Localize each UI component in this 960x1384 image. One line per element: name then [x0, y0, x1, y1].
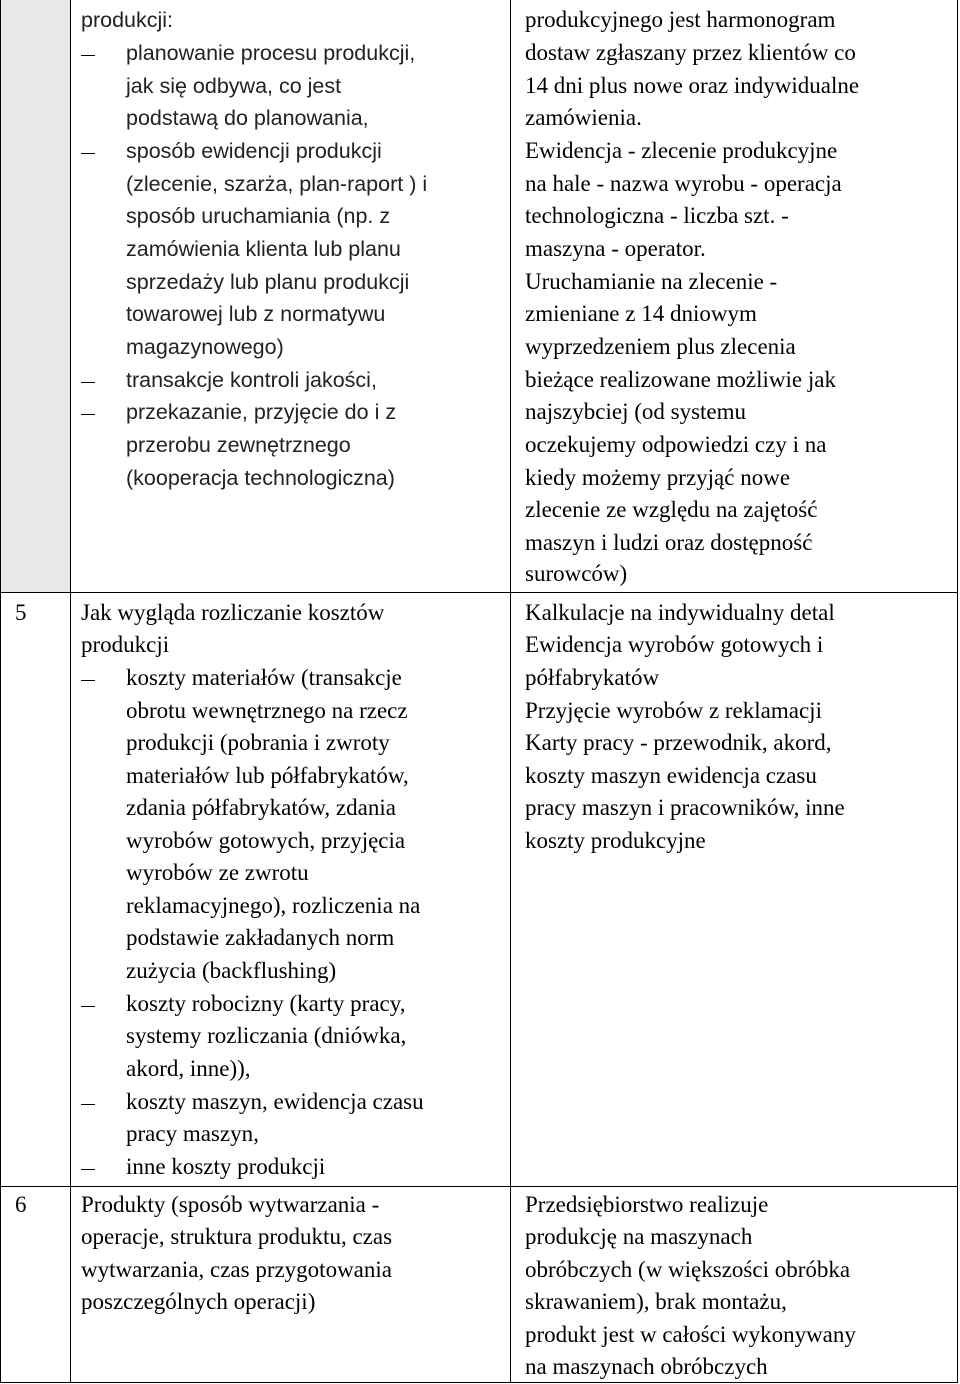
- answer-line: oczekujemy odpowiedzi czy i na: [525, 432, 827, 457]
- question-line: produkcji: [81, 632, 170, 657]
- answer-line: obróbczych (w większości obróbka: [525, 1257, 851, 1282]
- answer-line: Przedsiębiorstwo realizuje: [525, 1192, 769, 1217]
- question-line: sprzedaży lub planu produkcji: [126, 270, 410, 294]
- question-line: koszty robocizny (karty pracy,: [126, 991, 406, 1016]
- answer-line: maszyn i ludzi oraz dostępność: [525, 530, 813, 555]
- answer-line: Uruchamianie na zlecenie -: [525, 269, 778, 294]
- answer-line: półfabrykatów: [525, 665, 660, 690]
- question-line: sposób ewidencji produkcji: [126, 139, 382, 163]
- question-line: sposób uruchamiania (np. z: [126, 204, 391, 228]
- question-line: produkcji:: [81, 8, 174, 32]
- answer-cell: [510, 0, 958, 592]
- answer-line: pracy maszyn i pracowników, inne: [525, 795, 845, 820]
- table-row: [0, 0, 958, 592]
- question-line: pracy maszyn,: [126, 1121, 259, 1146]
- question-line: materiałów lub półfabrykatów,: [126, 763, 409, 788]
- answer-line: skrawaniem), brak montażu,: [525, 1289, 787, 1314]
- table-row: [0, 592, 958, 1186]
- answer-line: zmieniane z 14 dniowym: [525, 301, 757, 326]
- question-line: (kooperacja technologiczna): [126, 466, 395, 490]
- row-number: 6: [15, 1192, 27, 1217]
- answer-line: Przyjęcie wyrobów z reklamacji: [525, 698, 822, 723]
- question-line: koszty maszyn, ewidencja czasu: [126, 1089, 424, 1114]
- bullet-dash: [81, 1169, 95, 1170]
- question-line: zużycia (backflushing): [126, 958, 337, 983]
- question-cell: [70, 0, 510, 592]
- answer-line: koszty produkcyjne: [525, 828, 706, 853]
- question-line: Jak wygląda rozliczanie kosztów: [81, 600, 385, 625]
- question-line: (zlecenie, szarża, plan-raport ) i: [126, 172, 428, 196]
- bullet-dash: [81, 414, 95, 415]
- answer-cell: [510, 1186, 958, 1383]
- question-line: koszty materiałów (transakcje: [126, 665, 402, 690]
- answer-line: maszyna - operator.: [525, 236, 706, 261]
- answer-line: zlecenie ze względu na zajętość: [525, 497, 818, 522]
- answer-line: produkcję na maszynach: [525, 1224, 753, 1249]
- question-line: operacje, struktura produktu, czas: [81, 1224, 393, 1249]
- question-line: transakcje kontroli jakości,: [126, 368, 377, 392]
- table-row: [0, 1186, 958, 1383]
- row-number-cell: [0, 592, 70, 1186]
- question-line: zamówienia klienta lub planu: [126, 237, 401, 261]
- question-line: wytwarzania, czas przygotowania: [81, 1257, 392, 1282]
- question-line: systemy rozliczania (dniówka,: [126, 1023, 407, 1048]
- answer-line: bieżące realizowane możliwie jak: [525, 367, 836, 392]
- question-line: wyrobów ze zwrotu: [126, 860, 309, 885]
- bullet-dash: [81, 153, 95, 154]
- question-line: planowanie procesu produkcji,: [126, 41, 416, 65]
- question-line: akord, inne)),: [126, 1056, 251, 1081]
- question-line: przerobu zewnętrznego: [126, 433, 351, 457]
- answer-line: zamówienia.: [525, 105, 642, 130]
- answer-cell: [510, 592, 958, 1186]
- question-line: Produkty (sposób wytwarzania -: [81, 1192, 380, 1217]
- answer-line: Ewidencja - zlecenie produkcyjne: [525, 138, 838, 163]
- answer-line: najszybciej (od systemu: [525, 399, 747, 424]
- answer-line: Karty pracy - przewodnik, akord,: [525, 730, 832, 755]
- answer-line: produkcyjnego jest harmonogram: [525, 7, 836, 32]
- bullet-dash: [81, 680, 95, 681]
- answer-line: Kalkulacje na indywidualny detal: [525, 600, 835, 625]
- row-number-cell: [0, 1186, 70, 1383]
- bullet-dash: [81, 1006, 95, 1007]
- answer-line: koszty maszyn ewidencja czasu: [525, 763, 817, 788]
- answer-line: produkt jest w całości wykonywany: [525, 1322, 856, 1347]
- row-number: 5: [15, 600, 27, 625]
- question-line: przekazanie, przyjęcie do i z: [126, 400, 397, 424]
- answer-line: dostaw zgłaszany przez klientów co: [525, 40, 856, 65]
- answer-line: na hale - nazwa wyrobu - operacja: [525, 171, 842, 196]
- question-line: jak się odbywa, co jest: [126, 74, 342, 98]
- answer-line: kiedy możemy przyjąć nowe: [525, 465, 791, 490]
- question-line: poszczególnych operacji): [81, 1289, 316, 1314]
- question-line: towarowej lub z normatywu: [126, 302, 386, 326]
- bullet-dash: [81, 55, 95, 56]
- question-line: inne koszty produkcji: [126, 1154, 326, 1179]
- question-line: produkcji (pobrania i zwroty: [126, 730, 390, 755]
- answer-line: 14 dni plus nowe oraz indywidualne: [525, 73, 860, 98]
- question-cell: [70, 592, 510, 1186]
- bullet-dash: [81, 382, 95, 383]
- question-line: magazynowego): [126, 335, 284, 359]
- question-line: podstawą do planowania,: [126, 106, 369, 130]
- question-line: obrotu wewnętrznego na rzecz: [126, 698, 408, 723]
- answer-line: surowców): [525, 561, 628, 586]
- answer-line: na maszynach obróbczych: [525, 1354, 768, 1379]
- question-line: wyrobów gotowych, przyjęcia: [126, 828, 406, 853]
- question-cell: [70, 1186, 510, 1383]
- answer-line: Ewidencja wyrobów gotowych i: [525, 632, 824, 657]
- question-line: podstawie zakładanych norm: [126, 925, 395, 950]
- row-number-cell: [0, 0, 70, 592]
- answer-line: wyprzedzeniem plus zlecenia: [525, 334, 796, 359]
- bullet-dash: [81, 1104, 95, 1105]
- question-line: reklamacyjnego), rozliczenia na: [126, 893, 421, 918]
- answer-line: technologiczna - liczba szt. -: [525, 203, 789, 228]
- question-line: zdania półfabrykatów, zdania: [126, 795, 396, 820]
